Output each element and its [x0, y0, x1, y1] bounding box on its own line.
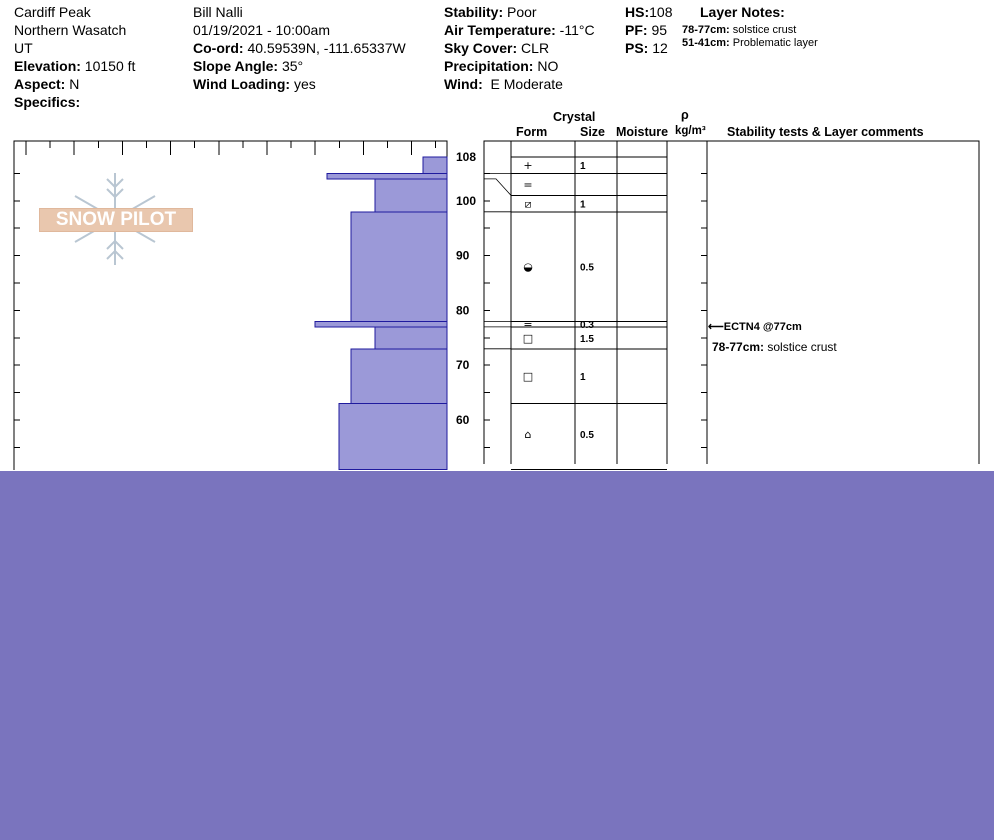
hardness-bar	[351, 349, 447, 404]
layer-comment-text: solstice crust	[767, 340, 837, 354]
wind-loading-label: Wind Loading:	[193, 76, 291, 92]
range: Northern Wasatch	[14, 22, 127, 38]
moisture-header: Moisture	[616, 125, 669, 139]
stability-label: Stability:	[444, 4, 504, 20]
density-unit-header: kg/m³	[675, 125, 706, 137]
pf-label: PF:	[625, 22, 648, 38]
crystal-size: 0.5	[580, 262, 594, 274]
table-frame	[484, 141, 979, 464]
wind-loading-value: yes	[293, 76, 316, 92]
depth-tick-label: 60	[456, 413, 470, 427]
hs-value: 108	[649, 4, 673, 20]
stability-value: Poor	[507, 4, 537, 20]
layer-notes-label: Layer Notes:	[700, 4, 785, 20]
slope-label: Slope Angle:	[193, 58, 279, 74]
depth-connector	[484, 179, 511, 196]
comments-header: Stability tests & Layer comments	[727, 125, 924, 139]
crystal-form-symbol: □	[522, 331, 534, 345]
hardness-bar	[375, 179, 447, 212]
crystal-size: 0.5	[580, 429, 594, 441]
wind-value: E Moderate	[490, 76, 563, 92]
air-temp-value: -11°C	[559, 22, 595, 38]
sky-label: Sky Cover:	[444, 40, 518, 56]
hardness-bar	[339, 404, 447, 470]
crystal-size: 0.3	[580, 320, 594, 332]
hardness-bar	[351, 212, 447, 322]
air-temp-label: Air Temperature:	[444, 22, 556, 38]
elevation-value: 10150 ft	[84, 58, 136, 74]
state: UT	[14, 40, 33, 56]
specifics-label: Specifics:	[14, 94, 81, 110]
layer-note-range: 51-41cm:	[682, 37, 730, 49]
layer-note-range: 78-77cm:	[682, 24, 730, 36]
crystal-header: Crystal	[553, 110, 596, 124]
stability-test-result	[708, 321, 802, 334]
crystal-size: 1	[580, 199, 586, 211]
size-header: Size	[580, 125, 606, 139]
crystal-form-symbol: ⧄	[524, 197, 532, 211]
crystal-form-symbol: =	[523, 318, 533, 332]
depth-tick-label: 70	[456, 358, 470, 373]
rho-header: ρ	[681, 108, 689, 122]
depth-tick-label: 108	[456, 150, 477, 164]
wind-label: Wind:	[444, 76, 483, 92]
datetime: 01/19/2021 - 10:00am	[193, 22, 330, 38]
elevation-label: Elevation:	[14, 58, 81, 74]
depth-tick-label: 90	[456, 248, 470, 263]
crystal-form-symbol: ◒	[523, 260, 533, 274]
coord-label: Co-ord:	[193, 40, 244, 56]
hs-label: HS:	[625, 4, 650, 20]
crystal-size: 1	[580, 372, 586, 384]
crystal-form-symbol: □	[522, 370, 534, 384]
layer-note-text: solstice crust	[732, 24, 797, 36]
logo-text: SNOW PILOT	[39, 208, 193, 232]
layer-comment	[712, 340, 837, 355]
aspect-value: N	[69, 76, 80, 92]
test-result-text: ECTN4 @77cm	[723, 321, 802, 333]
pf-value: 95	[651, 22, 668, 38]
precip-value: NO	[537, 58, 559, 74]
observer: Bill Nalli	[193, 4, 243, 20]
location: Cardiff Peak	[14, 4, 91, 20]
crystal-form-symbol: ⌂	[524, 427, 532, 441]
crystal-form-symbol: +	[523, 159, 533, 173]
test-arrow-icon: ⟵	[708, 321, 724, 333]
depth-tick-label: 80	[456, 303, 470, 318]
precip-label: Precipitation:	[444, 58, 534, 74]
form-header: Form	[516, 125, 548, 139]
overlay-block	[0, 471, 994, 840]
hardness-bar	[327, 173, 447, 179]
hardness-bar	[315, 321, 447, 327]
ps-label: PS:	[625, 40, 649, 56]
layer-comment-range: 78-77cm:	[712, 340, 765, 354]
hardness-bar	[423, 157, 447, 173]
hardness-bar	[375, 327, 447, 349]
depth-tick-label: 100	[456, 193, 477, 208]
crystal-size: 1	[580, 161, 586, 173]
layer-note-text: Problematic layer	[732, 37, 818, 49]
sky-value: CLR	[521, 40, 550, 56]
crystal-size: 1.5	[580, 333, 594, 345]
aspect-label: Aspect:	[14, 76, 66, 92]
slope-value: 35°	[281, 58, 304, 74]
coord-value: 40.59539N, -111.65337W	[247, 40, 406, 56]
ps-value: 12	[652, 40, 668, 56]
crystal-form-symbol: =	[523, 178, 533, 192]
